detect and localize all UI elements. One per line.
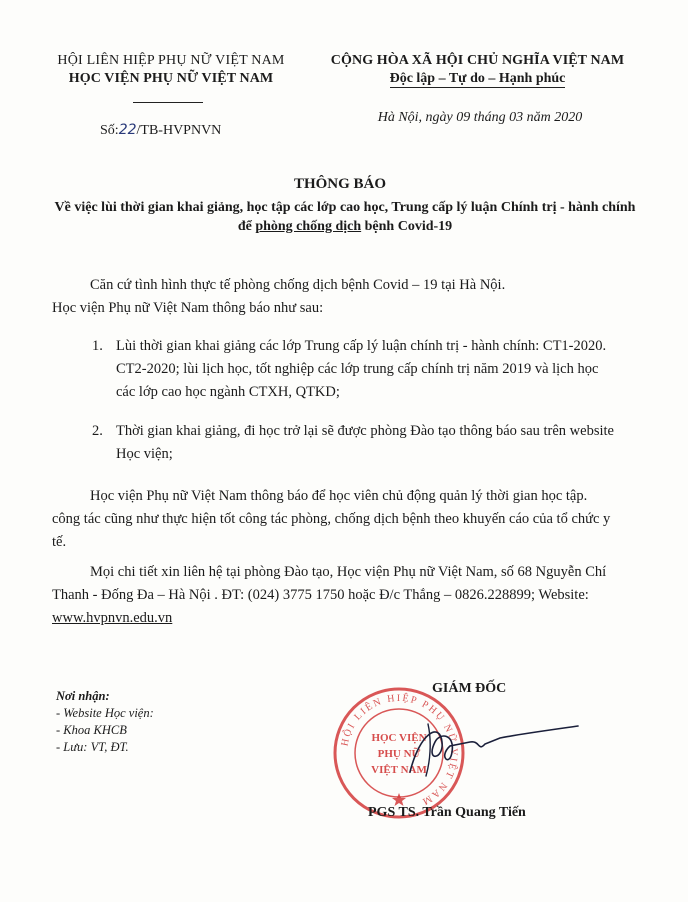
- seal-line: HỌC VIỆN: [371, 732, 427, 744]
- notice-subject: Về việc lùi thời gian khai giảng, học tập các lớp cao học, Trung cấp lý luận Chính trị - hành chính để phòng chống dịch bệnh Covid-19: [54, 200, 636, 234]
- notice-title: THÔNG BÁO: [293, 176, 387, 192]
- list-number: 1.: [92, 338, 103, 354]
- paragraph-notice: Học viện Phụ nữ Việt Nam thông báo để học viên chủ động quản lý thời gian học tập. công tác cũng như thực hiện tốt công tác phòng, chống dịch bệnh theo khuyến cáo của tổ chức y tế.: [52, 488, 611, 550]
- country-name: CỘNG HÒA XÃ HỘI CHỦ NGHĨA VIỆT NAM: [330, 53, 625, 68]
- issuing-organization: [40, 52, 302, 88]
- handwritten-signature: [377, 712, 580, 782]
- header-divider: [133, 102, 203, 103]
- signer-position: GIÁM ĐỐC: [432, 681, 507, 696]
- motto: Độc lập – Tự do – Hạnh phúc: [389, 71, 566, 86]
- list-text: Lùi thời gian khai giảng các lớp Trung cấp lý luận chính trị - hành chính: CT1-2020. CT2-2020; lùi lịch học, tốt nghiệp các lớp trung cấp chính trị năm 2019 và lịch học các lớp cao học ngành CTXH, QTKD;: [116, 338, 607, 400]
- recipient-item: - Khoa KHCB: [56, 723, 127, 737]
- seal-line: PHỤ NỮ: [377, 748, 421, 760]
- recipient-item: - Lưu: VT, ĐT.: [56, 740, 129, 754]
- website-link[interactable]: www.hvpnvn.edu.vn: [52, 610, 173, 626]
- document-number: Số:22/TB-HVPNVN: [100, 122, 222, 138]
- national-motto: [305, 52, 650, 88]
- list-text: Thời gian khai giảng, đi học trở lại sẽ được phòng Đào tạo thông báo sau trên website Học viện;: [116, 423, 614, 462]
- seal-line: VIỆT NAM: [371, 764, 427, 776]
- intro-line-1: Căn cứ tình hình thực tế phòng chống dịch bệnh Covid – 19 tại Hà Nội.: [90, 277, 506, 293]
- intro-line-2: Học viện Phụ nữ Việt Nam thông báo như sau:: [52, 300, 324, 316]
- handwritten-number: 22: [118, 122, 137, 138]
- paragraph-contact: Mọi chi tiết xin liên hệ tại phòng Đào tạo, Học viện Phụ nữ Việt Nam, số 68 Nguyễn Chí Thanh - Đống Đa – Hà Nội . ĐT: (024) 3775 1750 hoặc Đ/c Thắng – 0826.228899; Website: www.hvpnvn.edu.vn: [52, 564, 607, 626]
- signer-name: PGS TS. Trần Quang Tiến: [368, 805, 526, 820]
- recipient-item: - Website Học viện:: [56, 706, 154, 720]
- parent-organization: HỘI LIÊN HIỆP PHỤ NỮ VIỆT NAM: [57, 53, 285, 68]
- seal-ring-text: HỘI LIÊN HIỆP PHỤ NỮ VIỆT NAM: [339, 692, 460, 808]
- recipients-heading: Nơi nhận:: [56, 689, 110, 703]
- date-line: Hà Nội, ngày 09 tháng 03 năm 2020: [377, 110, 583, 125]
- organization-name: HỌC VIỆN PHỤ NỮ VIỆT NAM: [68, 71, 274, 86]
- recipients-block: [56, 688, 256, 756]
- list-number: 2.: [92, 423, 103, 439]
